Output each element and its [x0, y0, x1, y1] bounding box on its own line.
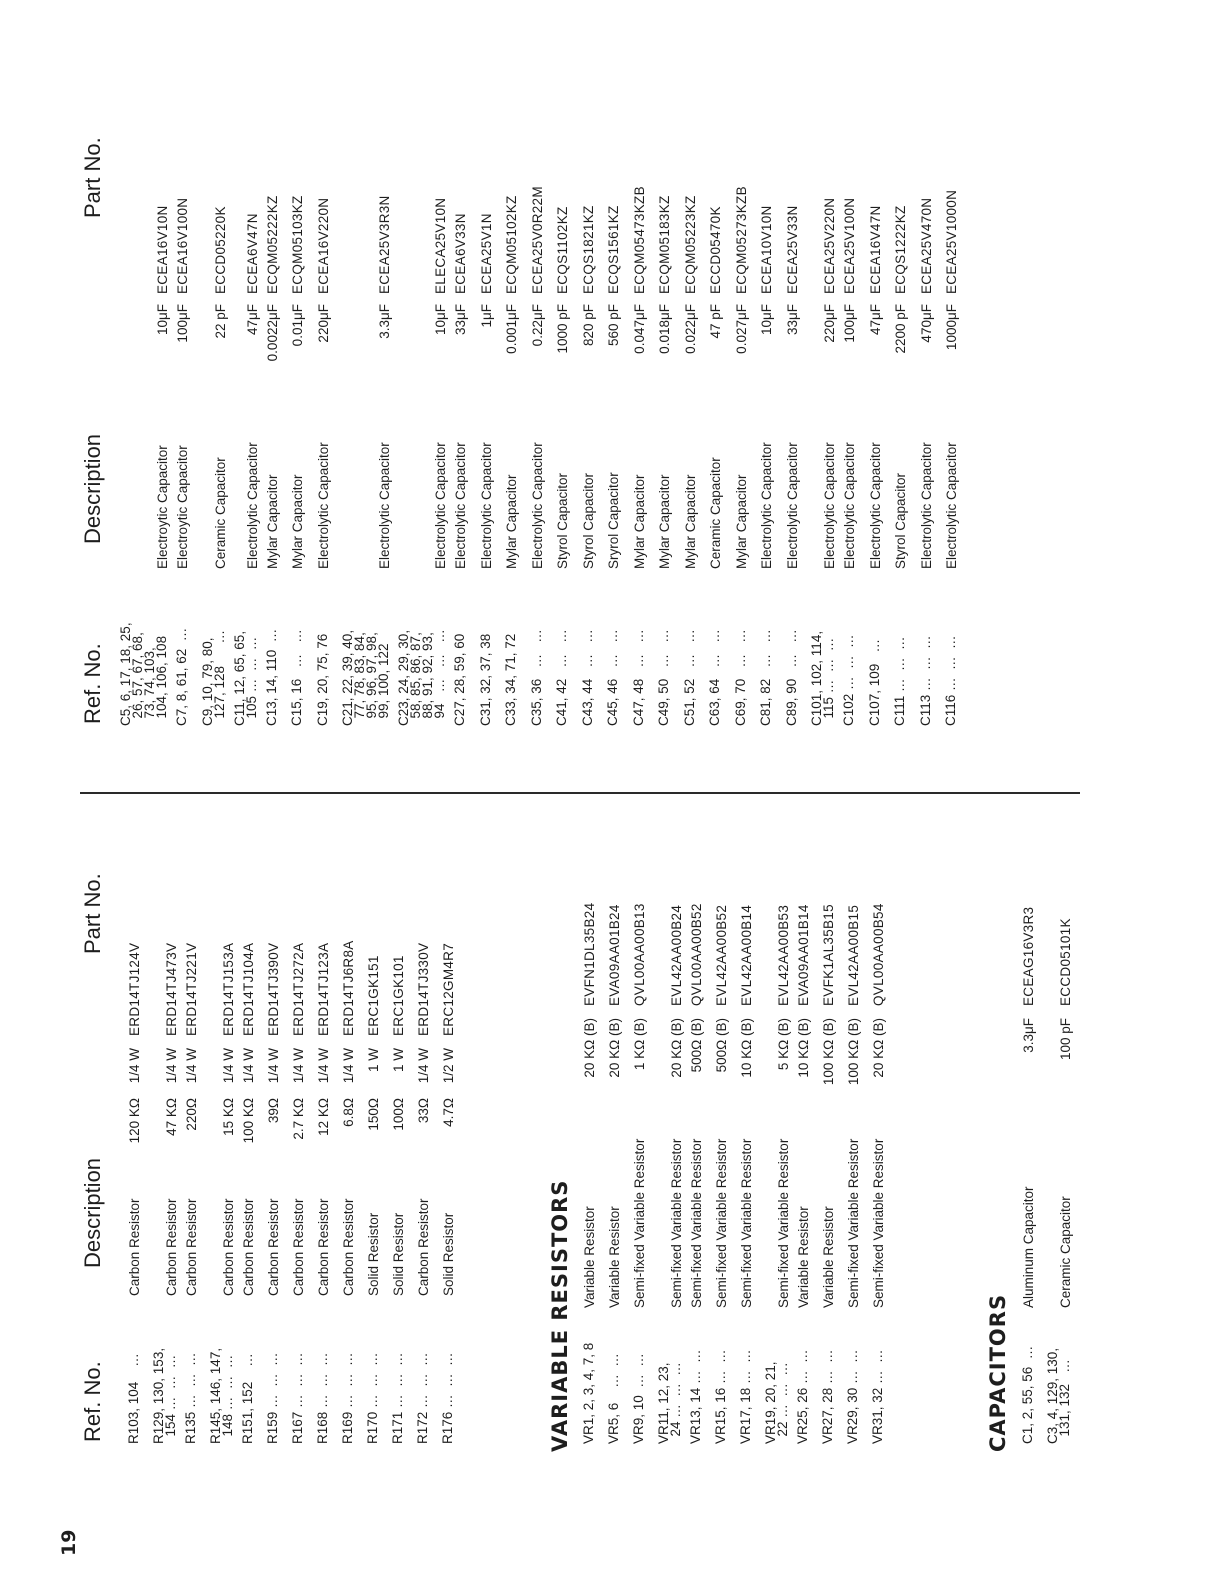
rating: 1/4 W: [184, 1048, 199, 1084]
ref-no: R129, 130, 153, 154 … … …: [151, 1347, 178, 1444]
part-no: ECQM05102KZ: [504, 195, 519, 294]
ref-no: C102 … … …: [841, 634, 856, 726]
ref-no: R172 … … …: [415, 1352, 430, 1444]
value: 47 KΩ: [164, 1098, 179, 1136]
value: 47μF: [244, 304, 260, 336]
value: 0.01μF: [290, 304, 305, 347]
part-no: ERC12GM4R7: [441, 942, 456, 1036]
description: Sryrol Capacitor: [606, 472, 621, 569]
part-no: ECEA25V1000N: [944, 189, 959, 294]
description: Electrolytic Capacitor: [377, 442, 392, 569]
value: 0.022μF: [682, 304, 698, 354]
value: 5 KΩ (B): [776, 1018, 791, 1071]
part-no: EVFK1AL35B15: [821, 904, 836, 1006]
part-no: EVA09AA01B24: [607, 904, 622, 1006]
ref-no: C19, 20, 75, 76: [314, 633, 330, 726]
part-no: ERD14TJ6R8A: [341, 940, 356, 1036]
part-no: QVL00AA00B13: [632, 903, 647, 1006]
part-no: ECQM05222KZ: [264, 195, 280, 294]
header-part-right: Part No.: [80, 137, 105, 218]
description: Aluminum Capacitor: [1021, 1186, 1036, 1308]
value: 1000μF: [944, 304, 959, 351]
part-no: ERD14TJ104A: [241, 942, 256, 1036]
value: 20 KΩ (B): [582, 1018, 597, 1078]
header-ref-left: Ref. No.: [80, 1361, 105, 1442]
part-no: QVL00AA00B52: [689, 903, 704, 1006]
ref-no: C31, 32, 37, 38: [477, 633, 493, 726]
value: 33μF: [453, 304, 468, 336]
description: Electrolytic Capacitor: [759, 442, 774, 569]
value: 47μF: [867, 304, 883, 336]
value: 20 KΩ (B): [669, 1018, 684, 1078]
description: Electrolytic Capacitor: [529, 442, 545, 569]
part-no: ERD14TJ123A: [316, 942, 331, 1036]
description: Solid Resistor: [391, 1212, 406, 1296]
ref-no: R151, 152 …: [240, 1353, 255, 1444]
ref-no: VR13, 14 … …: [688, 1349, 703, 1444]
part-no: QVL00AA00B54: [871, 903, 886, 1006]
part-no: ECEA25V0R22M: [529, 186, 545, 294]
part-no: EVFN1DL35B24: [582, 902, 597, 1006]
ref-no: R103, 104 …: [126, 1353, 141, 1444]
part-no: ERC1GK151: [366, 955, 381, 1036]
ref-no: C69, 70 … …: [732, 629, 748, 726]
part-no: ECQM05103KZ: [290, 195, 305, 294]
description: Styrol Capacitor: [580, 472, 596, 569]
value: 10μF: [759, 304, 774, 336]
part-no: ECQM05183KZ: [657, 195, 672, 294]
value: 10μF: [155, 304, 170, 336]
ref-no: VR19, 20, 21, 22 … … …: [763, 1361, 790, 1444]
ref-no: C7, 8, 61, 62 …: [174, 627, 189, 726]
description: Mylar Capacitor: [504, 474, 519, 569]
ref-no: VR11, 12, 23, 24 … … …: [656, 1362, 683, 1444]
value: 560 pF: [606, 304, 621, 347]
ref-no: C116 … … …: [943, 635, 958, 726]
ref-no: C11, 12, 65, 65, 105 … … …: [231, 630, 259, 726]
value: 20 KΩ (B): [607, 1018, 622, 1078]
description: Electrolytic Capacitor: [315, 442, 331, 569]
value: 500Ω (B): [714, 1018, 729, 1073]
part-no: ERD14TJ390V: [266, 942, 281, 1036]
description: Styrol Capacitor: [893, 472, 908, 569]
value: 220μF: [315, 304, 331, 343]
rating: 1/4 W: [341, 1048, 356, 1084]
part-no: ECEA16V100N: [175, 197, 190, 294]
part-no: ECEA16V47N: [867, 205, 883, 294]
ref-no: C1, 2, 55, 56 …: [1020, 1345, 1035, 1444]
value: 1000 pF: [555, 304, 570, 354]
description: Carbon Resistor: [316, 1198, 331, 1296]
ref-no: C111 … … …: [892, 636, 907, 726]
ref-no: C43, 44 … …: [579, 629, 595, 726]
description: Electrolytic Capacitor: [918, 442, 934, 569]
value: 0.001μF: [504, 304, 519, 354]
value: 4.7Ω: [441, 1098, 456, 1127]
ref-no: C101, 102, 114, 115 … … …: [809, 630, 836, 726]
part-no: ECEA25V33N: [784, 205, 800, 294]
description: Electroytic Capacitor: [155, 445, 170, 569]
value: 150Ω: [366, 1098, 381, 1131]
ref-no: R176 … … …: [440, 1352, 455, 1444]
description: Carbon Resistor: [291, 1198, 306, 1296]
part-no: ERD14TJ272A: [291, 942, 306, 1036]
part-no: ECEA6V47N: [244, 213, 260, 294]
value: 12 KΩ: [316, 1098, 331, 1136]
description: Electrolytic Capacitor: [244, 442, 260, 569]
description: Variable Resistor: [821, 1206, 836, 1308]
ref-no: C27, 28, 59, 60: [452, 633, 467, 726]
description: Semi-fixed Variable Resistor: [846, 1138, 861, 1308]
description: Semi-fixed Variable Resistor: [689, 1138, 704, 1308]
part-no: ECCD05220K: [212, 206, 228, 294]
value: 10 KΩ (B): [739, 1018, 754, 1078]
value: 100 KΩ: [241, 1098, 256, 1144]
description: Ceramic Capacitor: [1058, 1196, 1073, 1308]
value: 470μF: [918, 304, 934, 343]
value: 3.3μF: [377, 304, 392, 339]
ref-no: C45, 46 … …: [605, 629, 620, 726]
description: Solid Resistor: [441, 1212, 456, 1296]
ref-no: VR1, 2, 3, 4, 7, 8: [581, 1342, 596, 1444]
part-no: ECQS1561KZ: [606, 205, 621, 294]
ref-no: C13, 14, 110 …: [263, 628, 279, 726]
rating: 1/4 W: [221, 1048, 236, 1084]
ref-no: C5, 6, 17, 18, 25, 26, 57, 67, 68, 73, 74, 103, 104, 106, 108: [118, 622, 169, 726]
ref-no: C15, 16 … …: [289, 629, 304, 726]
value: 2.7 KΩ: [291, 1098, 306, 1140]
ref-no: VR15, 16 … …: [713, 1349, 728, 1444]
part-no: ECCD05470K: [708, 206, 723, 294]
value: 0.018μF: [657, 304, 672, 354]
part-no: ERD14TJ153A: [221, 942, 236, 1036]
description: Variable Resistor: [582, 1206, 597, 1308]
description: Carbon Resistor: [341, 1198, 356, 1296]
description: Electrolytic Capacitor: [453, 442, 468, 569]
value: 0.047μF: [631, 304, 647, 354]
part-no: ECQS1222KZ: [893, 205, 908, 294]
description: Carbon Resistor: [266, 1198, 281, 1296]
description: Electrolytic Capacitor: [867, 442, 883, 569]
rating: 1 W: [391, 1048, 406, 1073]
part-no: EVL42AA00B52: [714, 904, 729, 1006]
description: Carbon Resistor: [241, 1198, 256, 1296]
description: Semi-fixed Variable Resistor: [632, 1138, 647, 1308]
part-no: EVL42AA00B14: [739, 904, 754, 1006]
ref-no: C23, 24, 29, 30, 58, 85, 86, 87, 88, 91, 92, 93, 94 … … …: [396, 629, 447, 726]
description: Semi-fixed Variable Resistor: [714, 1138, 729, 1308]
value: 100Ω: [391, 1098, 406, 1131]
ref-no: C49, 50 … …: [656, 629, 671, 726]
part-no: EVL42AA00B24: [669, 904, 684, 1006]
description: Electrolytic Capacitor: [784, 442, 800, 569]
ref-no: VR5, 6 … …: [606, 1353, 621, 1444]
description: Carbon Resistor: [127, 1198, 142, 1296]
ref-no: C35, 36 … …: [528, 629, 544, 726]
description: Mylar Capacitor: [290, 474, 305, 569]
part-no: EVA09AA01B14: [796, 904, 811, 1006]
ref-no: C113 … … …: [917, 635, 933, 726]
part-no: ECEA25V3R3N: [377, 195, 392, 294]
value: 100 KΩ (B): [821, 1018, 836, 1086]
ref-no: C41, 42 … …: [554, 629, 569, 726]
part-no: ECEA25V220N: [822, 197, 837, 294]
ref-no: C51, 52 … …: [681, 629, 697, 726]
ref-no: C33, 34, 71, 72: [503, 633, 518, 726]
ref-no: R135 … … …: [183, 1352, 198, 1444]
value: 0.22μF: [529, 304, 545, 347]
ref-no: R171 … … …: [390, 1352, 405, 1444]
ref-no: C3, 4, 129, 130, 131, 132 …: [1045, 1347, 1072, 1444]
rating: 1 W: [366, 1048, 381, 1073]
ref-no: R170 … … …: [365, 1352, 380, 1444]
ref-no: C81, 82 … …: [758, 629, 773, 726]
rating: 1/4 W: [416, 1048, 431, 1084]
description: Electrolytic Capacitor: [433, 442, 448, 569]
ref-no: VR9, 10 … …: [631, 1353, 646, 1444]
part-no: ERD14TJ124V: [127, 942, 142, 1036]
header-part-left: Part No.: [80, 873, 105, 954]
rating: 1/4 W: [241, 1048, 256, 1084]
description: Semi-fixed Variable Resistor: [739, 1138, 754, 1308]
part-no: ECEA16V10N: [155, 205, 170, 294]
ref-no: C89, 90 … …: [783, 629, 799, 726]
description: Electrolytic Capacitor: [822, 442, 837, 569]
description: Semi-fixed Variable Resistor: [776, 1138, 791, 1308]
ref-no: C47, 48 … …: [630, 629, 646, 726]
part-no: ECEA25V470N: [918, 197, 934, 294]
rating: 1/4 W: [291, 1048, 306, 1084]
description: Ceramic Capacitor: [708, 457, 723, 569]
part-no: ECEA25V1N: [478, 213, 494, 294]
description: Solid Resistor: [366, 1212, 381, 1296]
description: Styrol Capacitor: [555, 472, 570, 569]
ref-no: C107, 109 …: [866, 638, 882, 726]
header-desc-left: Description: [80, 1157, 105, 1268]
ref-no: R159 … … …: [265, 1352, 280, 1444]
value: 820 pF: [580, 304, 596, 347]
description: Carbon Resistor: [164, 1198, 179, 1296]
part-no: ECQM05223KZ: [682, 195, 698, 294]
rating: 1/2 W: [441, 1048, 456, 1084]
ref-no: VR29, 30 … …: [845, 1349, 860, 1444]
value: 120 KΩ: [127, 1098, 142, 1144]
page-number: 19: [58, 1529, 80, 1556]
description: Electrolytic Capacitor: [478, 442, 494, 569]
value: 10μF: [433, 304, 448, 336]
variable-resistors-title: VARIABLE RESISTORS: [548, 1179, 572, 1452]
ref-no: VR17, 18 … …: [738, 1349, 753, 1444]
ref-no: VR25, 26 … …: [795, 1349, 810, 1444]
value: 39Ω: [266, 1098, 281, 1124]
ref-no: R145, 146, 147, 148 … … …: [208, 1347, 235, 1444]
value: 1 KΩ (B): [632, 1018, 647, 1071]
ref-no: VR31, 32 … …: [870, 1349, 885, 1444]
rating: 1/4 W: [127, 1048, 142, 1084]
header-ref-right: Ref. No.: [80, 643, 105, 724]
part-no: ERD14TJ473V: [164, 942, 179, 1036]
part-no: EVL42AA00B15: [846, 904, 861, 1006]
ref-no: R168 … … …: [315, 1352, 330, 1444]
value: 1μF: [478, 304, 494, 328]
part-no: ECQS1102KZ: [555, 206, 570, 294]
description: Mylar Capacitor: [631, 474, 647, 569]
ref-no: R169 … … …: [340, 1352, 355, 1444]
description: Semi-fixed Variable Resistor: [871, 1138, 886, 1308]
part-no: ECEA10V10N: [759, 205, 774, 294]
description: Carbon Resistor: [416, 1198, 431, 1296]
value: 0.027μF: [733, 304, 749, 354]
description: Ceramic Capacitor: [212, 457, 228, 569]
part-no: ERC1GK101: [391, 955, 406, 1036]
header-desc-right: Description: [80, 433, 105, 544]
value: 220Ω: [184, 1098, 199, 1131]
description: Carbon Resistor: [221, 1198, 236, 1296]
description: Mylar Capacitor: [682, 474, 698, 569]
description: Electrolytic Capacitor: [944, 442, 959, 569]
value: 10 KΩ (B): [796, 1018, 811, 1078]
value: 15 KΩ: [221, 1098, 236, 1136]
ref-no: C63, 64 … …: [707, 629, 722, 726]
value: 3.3μF: [1021, 1018, 1036, 1053]
part-no: ECQS1821KZ: [580, 205, 596, 294]
ref-no: C21, 22, 39, 40, 77, 78, 83, 84, 95, 96, 97, 98, 99, 100, 122: [340, 629, 391, 726]
part-no: ECEA6V33N: [453, 213, 468, 294]
value: 100 KΩ (B): [846, 1018, 861, 1086]
part-no: ERD14TJ330V: [416, 942, 431, 1036]
rating: 1/4 W: [316, 1048, 331, 1084]
part-no: ECEA16V220N: [315, 197, 331, 294]
column-divider: [80, 793, 1080, 795]
ref-no: C9, 10, 79, 80, 127, 128 …: [199, 629, 227, 726]
description: Mylar Capacitor: [264, 474, 280, 569]
value: 22 pF: [212, 304, 228, 339]
value: 220μF: [822, 304, 837, 343]
value: 0.0022μF: [264, 304, 280, 362]
rating: 1/4 W: [164, 1048, 179, 1084]
description: Mylar Capacitor: [657, 474, 672, 569]
value: 100 pF: [1058, 1018, 1073, 1061]
part-no: ECQM05473KZB: [631, 186, 647, 294]
rating: 1/4 W: [266, 1048, 281, 1084]
description: Carbon Resistor: [184, 1198, 199, 1296]
part-no: ECQM05273KZB: [733, 186, 749, 294]
description: Variable Resistor: [607, 1206, 622, 1308]
capacitors-title: CAPACITORS: [986, 1293, 1010, 1452]
value: 47 pF: [708, 304, 723, 339]
value: 33Ω: [416, 1098, 431, 1124]
ref-no: R167 … … …: [290, 1352, 305, 1444]
value: 100μF: [175, 304, 190, 343]
description: Electroytic Capacitor: [175, 445, 190, 569]
value: 20 KΩ (B): [871, 1018, 886, 1078]
value: 33μF: [784, 304, 800, 336]
ref-no: VR27, 28 … …: [820, 1349, 835, 1444]
part-no: EVL42AA00B53: [776, 904, 791, 1006]
description: Electrolytic Capacitor: [842, 442, 857, 569]
part-no: ECCD05101K: [1058, 918, 1073, 1006]
description: Mylar Capacitor: [733, 474, 749, 569]
part-no: ECEAG16V3R3: [1021, 906, 1036, 1006]
value: 100μF: [842, 304, 857, 343]
description: Semi-fixed Variable Resistor: [669, 1138, 684, 1308]
part-no: ECEA25V100N: [842, 197, 857, 294]
part-no: ELECA25V10N: [433, 197, 448, 294]
part-no: ERD14TJ221V: [184, 942, 199, 1036]
value: 500Ω (B): [689, 1018, 704, 1073]
value: 6.8Ω: [341, 1098, 356, 1127]
value: 2200 pF: [893, 304, 908, 354]
description: Variable Resistor: [796, 1206, 811, 1308]
